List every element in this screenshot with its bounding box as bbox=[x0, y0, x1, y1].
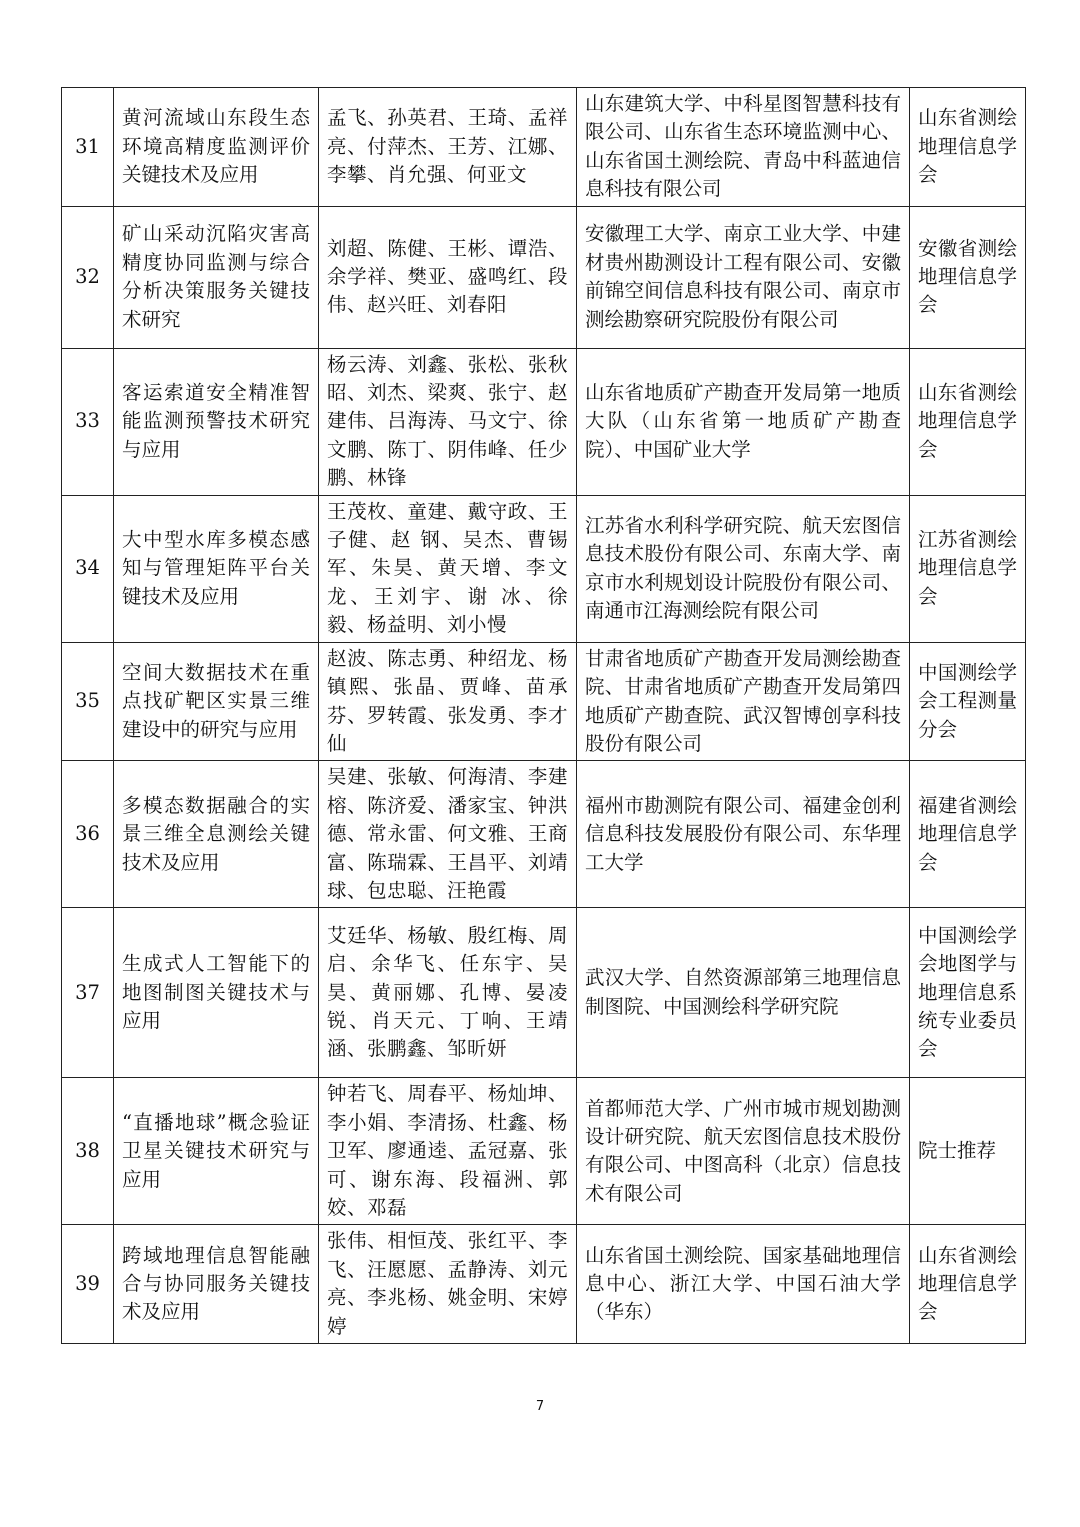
project-title: “直播地球”概念验证卫星关键技术研究与应用 bbox=[114, 1078, 319, 1225]
completing-units: 江苏省水利科学研究院、航天宏图信息技术股份有限公司、东南大学、南京市水利规划设计院股份有限公司、南通市江海测绘院有限公司 bbox=[577, 495, 910, 642]
team-members: 赵波、陈志勇、种绍龙、杨镇熙、张晶、贾峰、苗承芬、罗转霞、张发勇、李才仙 bbox=[319, 642, 577, 761]
row-number: 32 bbox=[62, 206, 114, 348]
row-number: 39 bbox=[62, 1225, 114, 1344]
team-members: 张伟、相恒茂、张红平、李飞、汪愿愿、孟静涛、刘元亮、李兆杨、姚金明、宋婷婷 bbox=[319, 1225, 577, 1344]
table-row bbox=[62, 348, 1026, 495]
table-row bbox=[62, 88, 1026, 207]
row-number: 34 bbox=[62, 495, 114, 642]
table-row bbox=[62, 761, 1026, 908]
project-title: 黄河流域山东段生态环境高精度监测评价关键技术及应用 bbox=[114, 88, 319, 207]
completing-units: 山东省地质矿产勘查开发局第一地质大队（山东省第一地质矿产勘查院）、中国矿业大学 bbox=[577, 348, 910, 495]
completing-units: 山东建筑大学、中科星图智慧科技有限公司、山东省生态环境监测中心、山东省国土测绘院、青岛中科蓝迪信息科技有限公司 bbox=[577, 88, 910, 207]
project-title: 大中型水库多模态感知与管理矩阵平台关键技术及应用 bbox=[114, 495, 319, 642]
project-title: 生成式人工智能下的地图制图关键技术与应用 bbox=[114, 908, 319, 1078]
project-title: 空间大数据技术在重点找矿靶区实景三维建设中的研究与应用 bbox=[114, 642, 319, 761]
page-number: 7 bbox=[535, 1399, 545, 1414]
recommender: 山东省测绘地理信息学会 bbox=[910, 348, 1026, 495]
table-row bbox=[62, 1078, 1026, 1225]
team-members: 艾廷华、杨敏、殷红梅、周启、余华飞、任东宇、吴昊、黄丽娜、孔博、晏凌锐、肖天元、丁响、王靖涵、张鹏鑫、邹昕妍 bbox=[319, 908, 577, 1078]
completing-units: 安徽理工大学、南京工业大学、中建材贵州勘测设计工程有限公司、安徽前锦空间信息科技有限公司、南京市测绘勘察研究院股份有限公司 bbox=[577, 206, 910, 348]
table-row bbox=[62, 642, 1026, 761]
awards-table bbox=[61, 87, 1026, 1344]
recommender: 福建省测绘地理信息学会 bbox=[910, 761, 1026, 908]
completing-units: 武汉大学、自然资源部第三地理信息制图院、中国测绘科学研究院 bbox=[577, 908, 910, 1078]
recommender: 山东省测绘地理信息学会 bbox=[910, 1225, 1026, 1344]
recommender: 安徽省测绘地理信息学会 bbox=[910, 206, 1026, 348]
team-members: 王茂枚、童建、戴守政、王子健、赵 钢、吴杰、曹锡军、朱昊、黄天增、李文龙、王刘宇、谢 冰、徐 毅、杨益明、刘小慢 bbox=[319, 495, 577, 642]
row-number: 31 bbox=[62, 88, 114, 207]
row-number: 35 bbox=[62, 642, 114, 761]
team-members: 杨云涛、刘鑫、张松、张秋昭、刘杰、梁爽、张宁、赵建伟、吕海涛、马文宁、徐文鹏、陈丁、阴伟峰、任少鹏、林锋 bbox=[319, 348, 577, 495]
table-row bbox=[62, 1225, 1026, 1344]
team-members: 刘超、陈健、王彬、谭浩、余学祥、樊亚、盛鸣红、段伟、赵兴旺、刘春阳 bbox=[319, 206, 577, 348]
row-number: 36 bbox=[62, 761, 114, 908]
recommender: 江苏省测绘地理信息学会 bbox=[910, 495, 1026, 642]
recommender: 中国测绘学会地图学与地理信息系统专业委员会 bbox=[910, 908, 1026, 1078]
recommender: 院士推荐 bbox=[910, 1078, 1026, 1225]
team-members: 吴建、张敏、何海清、李建榕、陈济爱、潘家宝、钟洪德、常永雷、何文雅、王商富、陈瑞霖、王昌平、刘靖球、包忠聪、汪艳霞 bbox=[319, 761, 577, 908]
completing-units: 福州市勘测院有限公司、福建金创利信息科技发展股份有限公司、东华理工大学 bbox=[577, 761, 910, 908]
project-title: 矿山采动沉陷灾害高精度协同监测与综合分析决策服务关键技术研究 bbox=[114, 206, 319, 348]
recommender: 中国测绘学会工程测量分会 bbox=[910, 642, 1026, 761]
project-title: 跨域地理信息智能融合与协同服务关键技术及应用 bbox=[114, 1225, 319, 1344]
project-title: 多模态数据融合的实景三维全息测绘关键技术及应用 bbox=[114, 761, 319, 908]
table-row bbox=[62, 908, 1026, 1078]
team-members: 孟飞、孙英君、王琦、孟祥亮、付萍杰、王芳、江娜、李攀、肖允强、何亚文 bbox=[319, 88, 577, 207]
table-row bbox=[62, 206, 1026, 348]
row-number: 33 bbox=[62, 348, 114, 495]
completing-units: 首都师范大学、广州市城市规划勘测设计研究院、航天宏图信息技术股份有限公司、中图高科（北京）信息技术有限公司 bbox=[577, 1078, 910, 1225]
completing-units: 山东省国土测绘院、国家基础地理信息中心、浙江大学、中国石油大学（华东） bbox=[577, 1225, 910, 1344]
completing-units: 甘肃省地质矿产勘查开发局测绘勘查院、甘肃省地质矿产勘查开发局第四地质矿产勘查院、武汉智博创享科技股份有限公司 bbox=[577, 642, 910, 761]
table-row bbox=[62, 495, 1026, 642]
row-number: 37 bbox=[62, 908, 114, 1078]
team-members: 钟若飞、周春平、杨灿坤、李小娟、李清扬、杜鑫、杨卫军、廖通逵、孟冠嘉、张可、谢东海、段福洲、郭姣、邓磊 bbox=[319, 1078, 577, 1225]
row-number: 38 bbox=[62, 1078, 114, 1225]
project-title: 客运索道安全精准智能监测预警技术研究与应用 bbox=[114, 348, 319, 495]
recommender: 山东省测绘地理信息学会 bbox=[910, 88, 1026, 207]
